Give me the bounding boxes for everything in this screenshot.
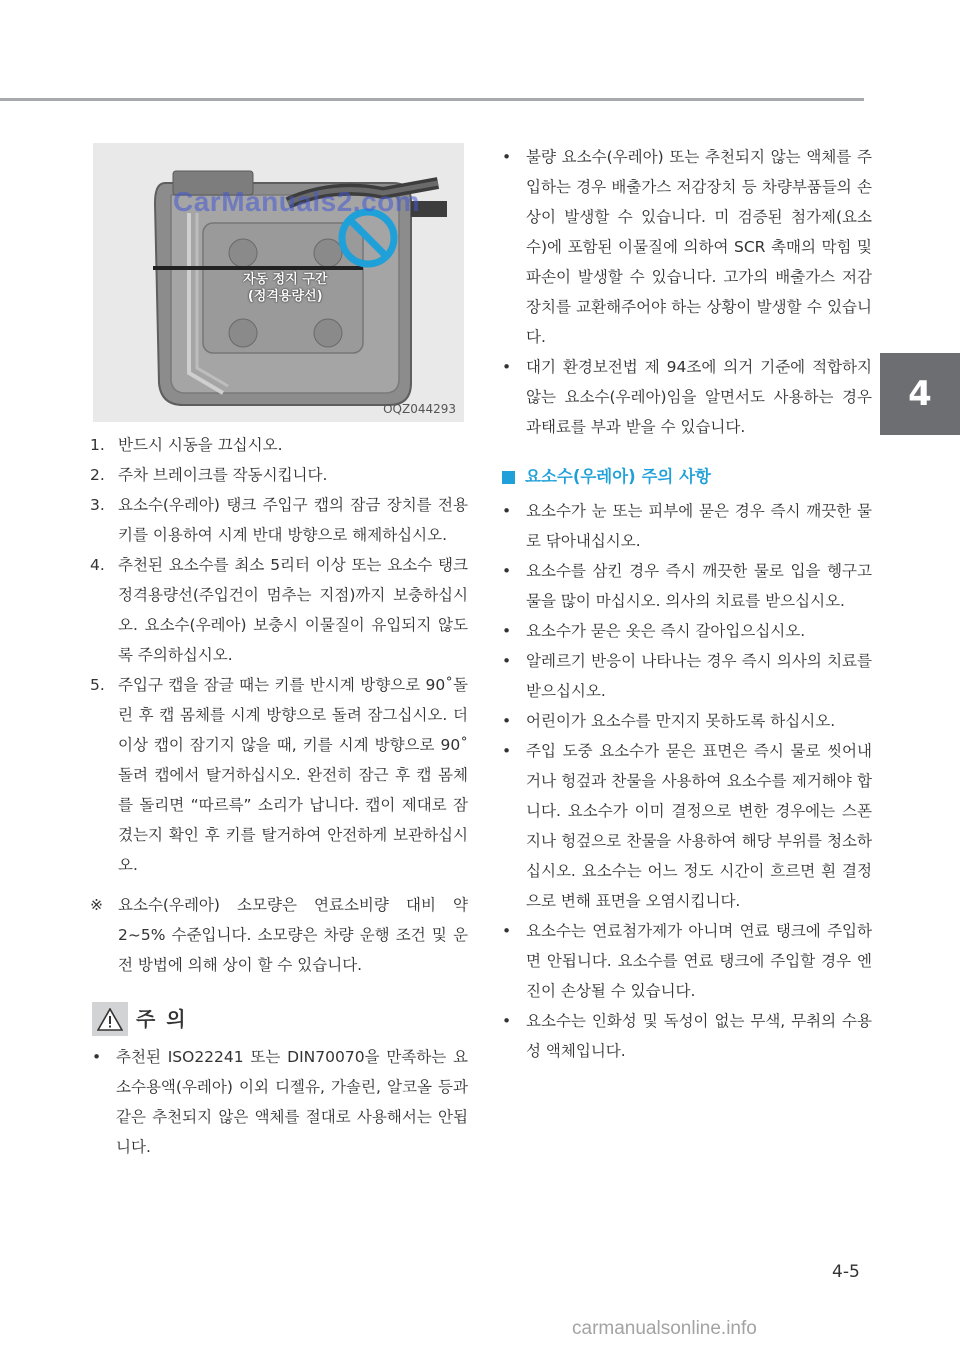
- list-item: • 알레르기 반응이 나타나는 경우 즉시 의사의 치료를 받으십시오.: [502, 652, 872, 700]
- capacity-line-callout: 자동 정지 구간 (정격용량선): [243, 272, 328, 304]
- warning-list: [500, 142, 872, 442]
- list-item: • 추천된 ISO22241 또는 DIN70070을 만족하는 요소수용액(우레아) 이외 디젤유, 가솔린, 알코올 등과 같은 추천되지 않은 액체를 절대로 사용해서는 안됩니다.: [92, 1048, 468, 1156]
- header-rule: [0, 98, 864, 101]
- list-item: • 요소수는 인화성 및 독성이 없는 무색, 무취의 수용성 액체입니다.: [502, 1012, 872, 1060]
- consumption-note: ※ 요소수(우레아) 소모량은 연료소비량 대비 약 2~5% 수준입니다. 소모량은 차량 운행 조건 및 운전 방법에 의해 상이 할 수 있습니다.: [90, 896, 468, 974]
- list-item: • 주입 도중 요소수가 묻은 표면은 즉시 물로 씻어내거나 헝겊과 찬물을 사용하여 요소수를 제거해야 합니다. 요소수가 이미 결정으로 변한 경우에는 스폰지나 헝겊으로 찬물을 사용하여 해당 부위를 청소하십시오. 요소수는 어느 정도 시간이 흐르면 흰 결정으로 변해 표면을 오염시킵니다.: [502, 742, 872, 910]
- step-item: 5. 주입구 캡을 잠글 때는 키를 반시계 방향으로 90˚돌린 후 캡 몸체를 시계 방향으로 돌려 잠그십시오. 더 이상 캡이 잠기지 않을 때, 키를 시계 방향으로 90˚돌려 캡에서 탈거하십시오. 완전히 잠근 후 캡 몸체를 돌리면 “따르륵” 소리가 납니다. 캡이 제대로 잠겼는지 확인 후 키를 탈거하여 안전하게 보관하십시오.: [90, 676, 468, 874]
- section-marker: [502, 471, 515, 484]
- footer-watermark: carmanualsonline.info: [572, 1318, 757, 1339]
- list-item: • 대기 환경보전법 제 94조에 의거 기준에 적합하지 않는 요소수(우레아)임을 알면서도 사용하는 경우 과태료를 부과 받을 수 있습니다.: [502, 358, 872, 436]
- section-header: [500, 462, 872, 492]
- list-item: • 요소수는 연료첨가제가 아니며 연료 탱크에 주입하면 안됩니다. 요소수를 연료 탱크에 주입할 경우 엔진이 손상될 수 있습니다.: [502, 922, 872, 1000]
- watermark-logo: CarManuals2.com: [173, 186, 421, 217]
- warning-triangle-icon: [92, 1002, 128, 1036]
- list-item: • 요소수가 묻은 옷은 즉시 갈아입으십시오.: [502, 622, 806, 640]
- list-item: • 요소수가 눈 또는 피부에 묻은 경우 즉시 깨끗한 물로 닦아내십시오.: [502, 502, 872, 550]
- page-number: 4-5: [832, 1262, 860, 1282]
- caution-header: [90, 1002, 468, 1036]
- left-column: [90, 430, 468, 1162]
- step-item: 2. 주차 브레이크를 작동시킵니다.: [90, 466, 328, 484]
- step-item: 1. 반드시 시동을 끄십시오.: [90, 436, 283, 454]
- precautions-list: [500, 496, 872, 1066]
- figure-code: OQZ044293: [383, 402, 456, 416]
- list-item: • 요소수를 삼킨 경우 즉시 깨끗한 물로 입을 헹구고 물을 많이 마십시오. 의사의 치료를 받으십시오.: [502, 562, 872, 610]
- urea-tank-figure: [93, 143, 464, 422]
- refill-steps: [90, 430, 468, 880]
- step-item: 4. 추천된 요소수를 최소 5리터 이상 또는 요소수 탱크 정격용량선(주입건이 멈추는 지점)까지 보충하십시오. 요소수(우레아) 보충시 이물질이 유입되지 않도록 주의하십시오.: [90, 556, 468, 664]
- list-item: • 어린이가 요소수를 만지지 못하도록 하십시오.: [502, 712, 836, 730]
- list-item: • 불량 요소수(우레아) 또는 추천되지 않는 액체를 주입하는 경우 배출가스 저감장치 등 차량부품들의 손상이 발생할 수 있습니다. 미 검증된 첨가제(요소수)에 포함된 이물질에 의하여 SCR 촉매의 막힘 및 파손이 발생할 수 있습니다. 고가의 배출가스 저감장치를 교환해주어야 하는 상황이 발생할 수 있습니다.: [502, 148, 872, 346]
- step-item: 3. 요소수(우레아) 탱크 주입구 캡의 잠금 장치를 전용 키를 이용하여 시계 반대 방향으로 해제하십시오.: [90, 496, 468, 544]
- caution-list: [90, 1042, 468, 1162]
- section-title: 요소수(우레아) 주의 사항: [525, 467, 711, 486]
- caution-title: 주 의: [136, 1007, 188, 1031]
- chapter-tab: 4: [880, 353, 960, 435]
- right-column: [500, 142, 872, 1066]
